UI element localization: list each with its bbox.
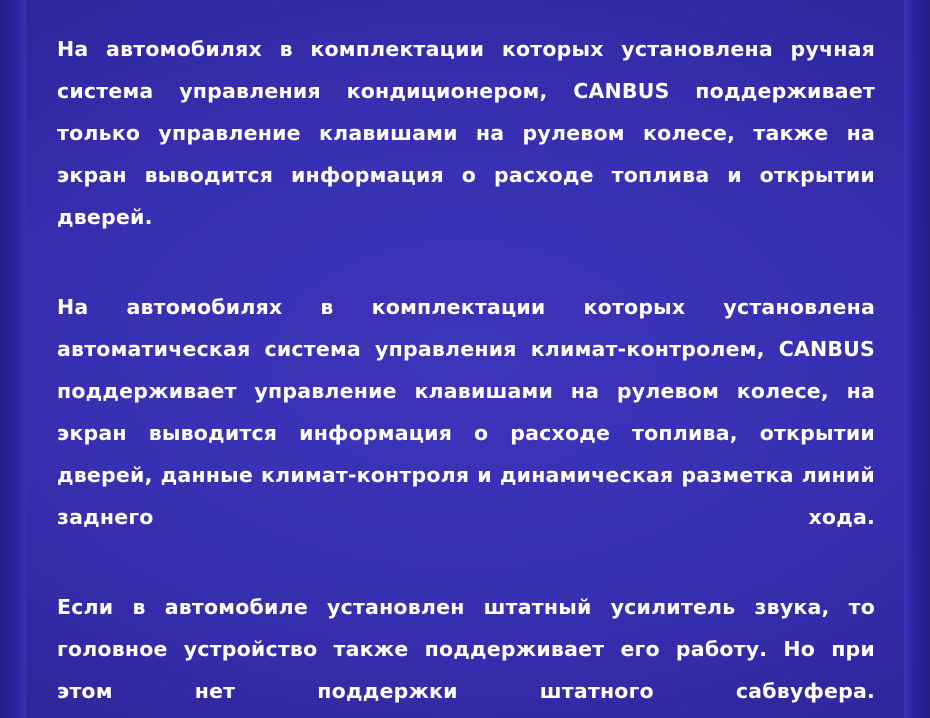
paragraph-manual-ac: На автомобилях в комплектации которых установлена ручная система управления кондиционером, CANBUS поддерживает только управление клавишами на рулевом колесе, также на экран выводится информация о расходе топлива и открытии дверей. [57, 37, 875, 229]
paragraph-amplifier: Если в автомобиле установлен штатный усилитель звука, то головное устройство также поддерживает его работу. Но при этом нет поддержки штатного сабвуфера. [57, 595, 875, 703]
paragraph-auto-climate: На автомобилях в комплектации которых установлена автоматическая система управления климат-контролем, CANBUS поддерживает управление клавишами на рулевом колесе, на экран выводится информация о расходе топлива, открытии дверей, данные климат-контроля и динамическая разметка линий заднего хода. [57, 295, 875, 529]
slide-text-body [57, 28, 875, 718]
